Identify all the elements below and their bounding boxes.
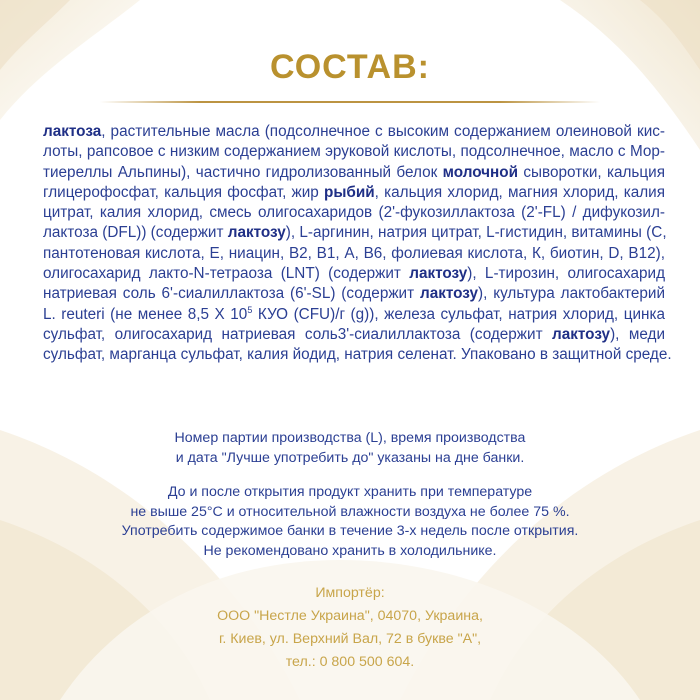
ingredients-segment: ), меди [610, 325, 665, 343]
ingredients-segment: , кальция хлорид, магния хлорид, калия [374, 183, 666, 201]
ingredients-line [43, 305, 665, 325]
composition-title: СОСТАВ: [270, 48, 430, 86]
ingredients-segment: глицерофосфат, кальция фосфат, жир [43, 183, 324, 201]
batch-notice [0, 429, 700, 468]
ingredients-segment: натриевая соль 6'-сиалиллактоза (6'-SL) (содержит [43, 285, 420, 303]
ingredients-line [43, 223, 665, 243]
ingredients-segment: сульфат, марганца сульфат, калия йодид, натрия селенат. Упаковано в защитной среде. [43, 346, 672, 364]
storage-notice-line: Употребить содержимое банки в течение 3-х недель после открытия. [121, 523, 579, 539]
allergen-highlight: рыбий [324, 183, 375, 201]
title-underline [100, 101, 600, 103]
ingredients-segment: олигосахарид лакто-N-тетраоза (LNT) (содержит [43, 265, 410, 283]
ingredients-line [43, 284, 665, 304]
storage-notice-line: До и после открытия продукт хранить при температуре [167, 484, 533, 500]
allergen-highlight: лактозу [227, 224, 286, 242]
ingredients-line [43, 325, 665, 345]
ingredients-segment: цитрат, калия хлорид, смесь олигосахаридов (2'-фукозиллактоза (2'-FL) / дифукозил- [43, 204, 665, 222]
batch-notice-line: Номер партии производства (L), время производства [174, 430, 526, 446]
storage-notice-line: не выше 25°С и относительной влажности воздуха не более 75 %. [130, 503, 570, 520]
ingredients-segment: лактоза (DFL)) (содержит [43, 224, 228, 242]
importer-info [0, 582, 700, 674]
ingredients-line [43, 183, 665, 203]
ingredients-segment: ), L-тирозин, олигосахарид [467, 265, 666, 283]
ingredients-segment: лоты, рапсовое с низким содержанием эруковой кислоты, подсолнечное, масло с Мор- [43, 143, 665, 161]
importer-line: Импортёр: [315, 585, 385, 601]
ingredients-segment: сульфат, олигосахарид натриевая соль3'-сиалиллактоза (содержит [43, 325, 553, 343]
ingredients-line [43, 203, 665, 223]
ingredients-line [43, 244, 665, 264]
batch-notice-line: и дата "Лучше употребить до" указаны на дне банки. [175, 449, 525, 466]
importer-line: ООО "Нестле Украина", 04070, Украина, [217, 608, 483, 624]
ingredients-segment: 5 [247, 304, 253, 315]
ingredients-segment: L. reuteri (не менее 8,5 Х 10 [43, 305, 248, 323]
ingredients-segment: сыворотки, кальция [518, 163, 665, 181]
allergen-highlight: лактозу [552, 325, 611, 343]
ingredients-text [43, 122, 672, 366]
ingredients-segment: ), L-аргинин, натрия цитрат, L-гистидин, витамины (С, [285, 224, 667, 242]
ingredients-line [43, 122, 665, 142]
storage-notice [0, 483, 700, 561]
ingredients-segment: ), культура лактобактерий [478, 285, 666, 303]
importer-line: г. Киев, ул. Верхний Вал, 72 в букве "А", [218, 631, 482, 647]
allergen-highlight: молочной [442, 163, 519, 181]
allergen-highlight: лактоза [43, 123, 102, 140]
ingredients-line [43, 163, 665, 183]
ingredients-segment: пантотеновая кислота, Е, ниацин, В2, В1, А, В6, фолиевая кислота, К, биотин, D, В12), [43, 244, 665, 262]
allergen-highlight: лактозу [409, 265, 468, 283]
ingredients-line [43, 264, 665, 284]
storage-notice-line: Не рекомендовано хранить в холодильнике. [203, 542, 497, 559]
ingredients-line [43, 345, 672, 365]
ingredients-line [43, 142, 665, 162]
importer-line: тел.: 0 800 500 604. [285, 654, 415, 670]
allergen-highlight: лактозу [419, 285, 479, 303]
ingredients-segment: тиереллы Альпины), частично гидролизованный белок [43, 163, 443, 181]
ingredients-segment: КУО (CFU)/г (g)), железа сульфат, натрия хлорид, цинка [252, 305, 665, 323]
ingredients-segment: , растительные масла (подсолнечное с высоким содержанием олеиновой кис- [101, 123, 665, 140]
